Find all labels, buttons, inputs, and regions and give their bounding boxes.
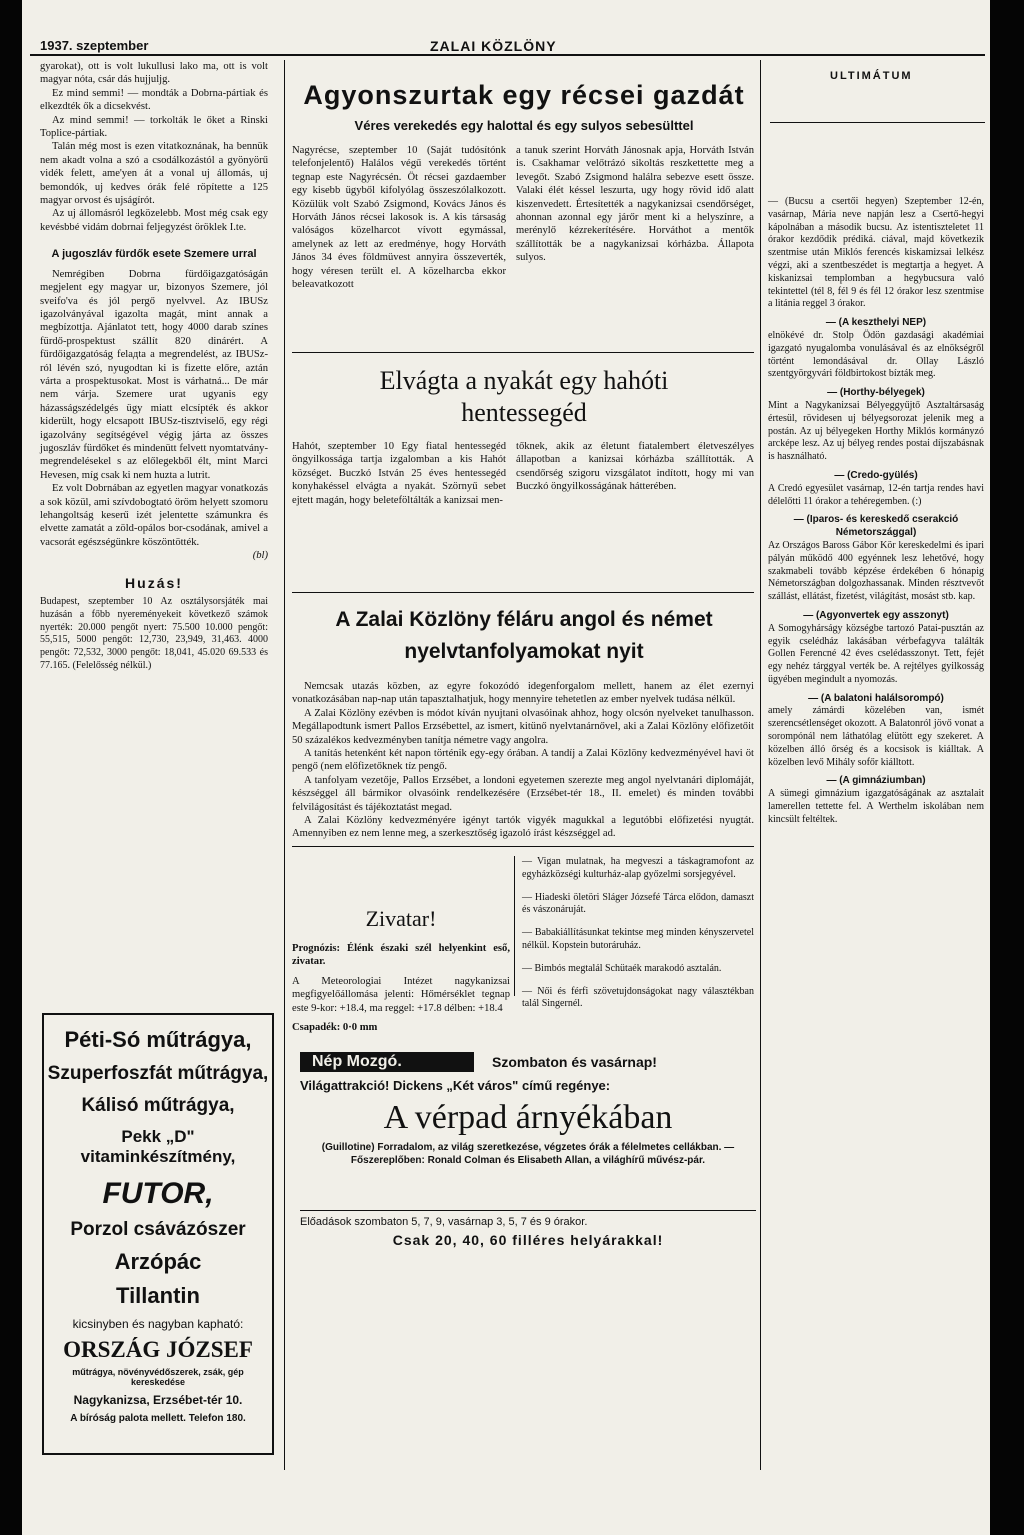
story3-p3: A tanítás hetenként két napon történik egy-egy órában. A tandíj a Zalai Közlöny kedvezményével havi öt pengő (nem előfizetőknek tíz pengő. — [292, 748, 754, 773]
story3-headline-1: A Zalai Közlöny féláru angol és német — [335, 608, 713, 631]
main-story-text2: a tanuk szerint Horváth Jánosnak apja, Horváth István is. Csakhamar velőtrázó sikoltás reszkettette meg a levegőt. Szabó Zsigmond halálra sebezve esett össze. Valaki élét késsel leszurta, ugy hogy rövid idő alatt kiszenvedett. Értesítették a nagykanizsai csendőrséget, ahonnan azonnal egy járőr ment ki a helyszínre, a merénylő kézrekerítésére. Horváthot a mentők szállították be a nagykanizsai kórházba. Állapota sulyos. — [516, 145, 754, 264]
cinema-name: Nép Mozgó. — [300, 1052, 474, 1072]
weather-rule — [514, 856, 515, 996]
right-s4-title: — (Credo-gyülés) — [834, 469, 918, 481]
right-s8-title: — (A gimnáziumban) — [826, 775, 926, 787]
ad-line-13: A bíróság palota mellett. Telefon 180. — [70, 1413, 246, 1424]
right-column — [768, 196, 984, 827]
ad-line-8: Tillantin — [116, 1283, 200, 1308]
section-title-fürdők: A jugoszláv fürdők esete Szemere urral — [51, 248, 257, 261]
fürdők-p2: Ez volt Dobrnában az egyetlen magyar vonatkozás a sok közül, ami szívdobogtató öröm helyett szomoru lehangoltság keserű izét jelentette számunkra és elvette zamatát a zöld-opálos bor-csodának, amivel a vacsorát egészségünkre köszöntötték. — [40, 483, 268, 548]
ad-line-5: FUTOR, — [102, 1177, 214, 1210]
right-s7: amely zámárdi közelében van, ismét szerencsétlenséget okozott. A Balatonról jövő vonat a sorompónál nem láthatólag elütött egy szekeret. A közelben álló őrség és a kocsisok is kiálltak. A közelben levő Mihály sofőr kiálltott. — [768, 705, 984, 768]
right-s4: A Credó egyesület vasárnap, 12-én tartja rendes havi délelőtti 11 órakor a tehéregemben. (:) — [768, 482, 984, 507]
story2-col2 — [516, 440, 754, 494]
left-column — [40, 60, 268, 673]
story3-p1: Nemcsak utazás közben, az egyre fokozódó idegenforgalom mellett, hanem az élet ezernyi vonatkozásában nap-nap után tapasztalhatjuk, hogy mennyire tehetetlen az ember nyelvek tudása nélkül. — [292, 681, 754, 706]
right-s3-title: — (Horthy-bélyegek) — [827, 387, 925, 399]
ad-line-11: műtrágya, növényvédőszerek, zsák, gép kereskedése — [72, 1367, 244, 1387]
fürdők-signature: (bl) — [252, 550, 268, 562]
cinema-days: Szombaton és vasárnap! — [492, 1054, 657, 1070]
story2-text2: tőknek, akik az életunt fiatalembert életveszélyes állapotban a kanizsai kórházba szállították. A csendőrség szigoru vizsgálatot indított, hogy mi van Buczkó öngyilkosságának hátterében. — [516, 441, 754, 493]
cinema-rule — [300, 1210, 756, 1211]
ad-line-12: Nagykanizsa, Erzsébet-tér 10. — [73, 1393, 243, 1407]
cinema-prices: Csak 20, 40, 60 filléres helyárakkal! — [392, 1232, 664, 1248]
right-s7-title: — (A balatoni halálsorompó) — [808, 692, 944, 704]
short-ads — [522, 856, 754, 1011]
huzas-text: Budapest, szeptember 10 Az osztálysorsjáték mai huzásán a főbb nyereményekeit következő számok nyerték: 20.000 pengőt nyert: 75.500 10.000 pengőt: 55,515, 5000 pengőt: 12,730, 23,949, 31,463. 4000 pengőt: 72,532, 3000 pengőt: 18,041, 45.020 69.533 és 77.165. (Felelősség nélkül.) — [40, 596, 268, 672]
right-s5: Az Országos Baross Gábor Kör kereskedelmi és ipari pályán működő 400 egyénnek lesz lehetővé, hogy szakmabeli tovább képzése érdekében 6 hónapig Németországban dolgozhassanak. Minden résztvevőt szállást, ellátást, fizetést, világítást, mosást stb. kap. — [768, 539, 984, 603]
page-date: 1937. szeptember — [40, 38, 149, 53]
weather-measurements: A Meteorologiai Intézet nagykanizsai megfigyelőállomása jelenti: Hőmérséklet tegnap este 9-kor: +18.4, ma reggel: +17.8 délben: +18.4 — [292, 975, 510, 1014]
left-p2: Ez mind semmi! — mondták a Dobrna-pártiak és elkezdték ők a dicsekvést. — [40, 87, 268, 113]
short-ad-2: — Hiadeski öletöri Sláger Józsefé Tárca elődon, damaszt és vászonáruját. — [522, 891, 754, 916]
story3-p2: A Zalai Közlöny ezévben is módot kíván nyujtani olvasóinak ahhoz, hogy olcsón nyelveket tanulhasson. Megállapodtunk ismert Pallos Erzsébettel, az ismert, kitünő nyelvtanárnővel, aki a Zalai Közlöny előfizetőit 50 százalékos kedvezményben tanítja németre vagy angolra. — [292, 707, 754, 746]
ad-line-10: ORSZÁG JÓZSEF — [63, 1337, 253, 1362]
story2-text1: Hahót, szeptember 10 Egy fiatal hentessegéd öngyilkossága tartja izgalomban a kis Hahót községet. Buczkó István 25 éves hentessegéd konyhakéssel elvágta a nyakát. Szörnyű sebet ejtett magán, hogy beleteföltálták a kanizsai men- — [292, 441, 506, 506]
paper-name: ZALAI KÖZLÖNY — [430, 38, 557, 54]
right-col-top-title: ULTIMÁTUM — [830, 70, 913, 82]
cinema-shows: Előadások szombaton 5, 7, 9, vasárnap 3, 5, 7 és 9 órakor. — [300, 1216, 588, 1228]
right-bucsu: — (Bucsu a csertői hegyen) Szeptember 12-én, vasárnap, Mária neve napján lesz a Csertő-hegyi kápolnában a második bucsu. Az istentiszteletet 11 órakor kezdődik prédiká. ciával, majd következik szentmise után Miklós ferencés kiskamizsai lelkész végzi, aki a szentbeszédet is megtartja a hegyet. A kiskanizsai templomban a hegybucsura való tekintettel (tél 8, fél 9 és fél 12 órakor lesz szentmise a litánia reggel 3 órakor. — [768, 196, 984, 310]
right-s3: Mint a Nagykanizsai Bélyeggyűjtő Asztaltársaság értesül, rövidesen uj bélyegsorozat jelenik meg a postán. Az uj bélyegeken Horthy Miklós kormányzó arcképe lesz. Az uj bélyeg rendes postai díjszabásnak is használható. — [768, 399, 984, 463]
story3-body — [292, 680, 754, 841]
right-s6-title: — (Agyonvertek egy asszonyt) — [803, 609, 949, 621]
scan-right-edge — [990, 0, 1024, 1535]
story3-p4: A tanfolyam vezetője, Pallos Erzsébet, a londoni egyetemen szerezte meg angol nyelvtanári diplomáját, készséggel áll bármikor olvasóink rendelkezésére (Erzsébet-tér 18., II. emelet) és minden további felvilágosítást és tájékoztatást megad. — [292, 774, 754, 813]
short-ad-1: — Vigan mulatnak, ha megveszi a táskagramofont az egyházközségi kulturház-alap győzelmi sorsjegyével. — [522, 856, 754, 880]
short-ad-4: — Bimbós megtalál Schütaék marakodó asztalán. — [522, 962, 722, 974]
story3-p5: A Zalai Közlöny kedvezményére igényt tartók vigyék magukkal a legutóbbi előfizetési nyugtát. Amennyiben ez nem lenne meg, a szerkesztőség igazoló írást készséggel ad. — [292, 815, 754, 840]
story2-col1 — [292, 440, 506, 507]
left-p4: Talán még most is ezen vitatkoznának, ha bennük nem akadt volna a szó a csodálkozástól a gyönyörű vidék felett, ame'yen át a vonal uj állomás, uj bemondók, uj kedves órák felé röpítette a 125 magyar orvost és ujságírót. — [40, 141, 268, 207]
story3-headline-2: nyelvtanfolyamokat nyit — [404, 640, 644, 663]
weather-box — [292, 856, 510, 1034]
weather-rain: Csapadék: 0·0 mm — [292, 1022, 378, 1034]
right-s5-title: — (Iparos- és kereskedő cserakció Németországgal) — [793, 514, 959, 539]
right-s2-title: — (A keszthelyi NEP) — [825, 317, 927, 329]
story2-headline-2: hentessegéd — [461, 398, 587, 427]
weather-forecast: Prognózis: Élénk északi szél helyenkint eső, zivatar. — [292, 943, 510, 968]
ad-line-2: Szuperfoszfát műtrágya, — [47, 1063, 269, 1084]
ad-line-9: kicsinyben és nagyban kapható: — [72, 1317, 244, 1331]
rule-story2 — [292, 592, 754, 593]
ad-line-1: Péti-Só műtrágya, — [64, 1027, 252, 1052]
column-rule-1 — [284, 60, 285, 1470]
short-ad-5: — Női és férfi szövetujdonságokat nagy választékban talál Singernél. — [522, 985, 754, 1010]
ad-line-7: Arzópác — [114, 1249, 202, 1274]
masthead-rule — [30, 54, 985, 56]
left-p3: Az mind semmi! — torkolták le őket a Rinski Toplice-pártiak. — [40, 114, 268, 140]
story2-headline-1: Elvágta a nyakát egy hahóti — [379, 366, 669, 395]
cinema-desc: (Guillotine) Forradalom, az világ szeretkezése, végzetes órák a félelmetes cellákban. — Főszereplőben: Ronald Colman és Elisabeth Allan, a világhírű művész-pár. — [321, 1142, 735, 1166]
cinema-header — [300, 1052, 756, 1072]
main-subhead: Véres verekedés egy halottal és egy sulyos sebesülttel — [354, 118, 694, 133]
ad-line-3: Kálisó műtrágya, — [81, 1095, 235, 1116]
cinema-title: A vérpad árnyékában — [383, 1099, 673, 1136]
scan-left-edge — [0, 0, 22, 1535]
main-headline: Agyonszurtak egy récsei gazdát — [303, 80, 745, 110]
ad-line-4: Pekk „D" vitaminkészítmény, — [80, 1127, 236, 1166]
cinema-tagline: Világattrakció! Dickens „Két város" című regénye: — [300, 1078, 611, 1093]
right-s8: A sümegi gimnázium igazgatóságának az asztalait lamerellen tettette fel. A Werthelm iskolában nem kincsült feltéltek. — [768, 788, 984, 825]
left-p5: Az uj állomásról legközelebb. Most még csak egy kevésbbé vidám dobrnai feljegyzést öröklek I.te. — [40, 208, 268, 233]
left-p1: gyarokat), ott is volt lukullusi lako ma, ott is volt magyar nóta, csár dás hujjuljg. — [40, 61, 268, 86]
weather-title: Zivatar! — [365, 906, 437, 931]
main-story-text1: Nagyrécse, szeptember 10 (Saját tudósítónk telefonjelentő) Halálos végű verekedés történt tegnap este Nagyrécsén. Öt récsei gazdaember egy kisebb ügyből kifolyólag összeszólalkozott. Közülük volt Szabó Zsigmond, Kovács János és Horváth János récsei lakosok is. A kis társaság valóságos közelharcot vívott egymással, amelynek az lett az eredménye, hogy Horváth János 34 éves földmüvest annyira összeverték, hogy véresen terült el. A közelharcba ekkor beleavatkozott — [292, 145, 506, 291]
short-ad-3: — Babakiállításunkat tekintse meg minden kényszervetel nélkül. Kopstein butoráruház. — [522, 927, 754, 951]
weather-text-block — [292, 942, 510, 1034]
fürdők-p1: Nemrégiben Dobrna fürdőigazgatóságán megjelent egy magyar ur, bizonyos Szemere, jól sveifo'va és jól pergő nyelvvel. Az IBUSz igazolványával igazolta magát, mint annak a megbízottja. Ajánlatot tett, hogy 4000 darab színes fürdő-prospektust szállít 820 dinárért. A fürdőigazgatóság felадta a megrendelést, az IBUSz-ról lévén szó, nyugodtan ki is fizette előre, aztán várta a prospektusokat. Most is várhatná... De már nem várja. Szemere urat ugyanis egy házasságszédelgés ügy miatt elcsípték és akkor kiderült, hogy elcsapott IBUSz-tisztviselő, egy régi igazolvány segítségével végig járta az összes jugoszláv fürdőket és mindenütt felvett nyomtatvány-megrendelésekel s az előlegekből élt, mint Marci Hevesen, míg csak ki nem huzta a lutrit. — [40, 268, 268, 481]
ad-line-6: Porzol csávázószer — [70, 1219, 246, 1240]
fertilizer-advertisement — [42, 1013, 274, 1455]
huzas-title: Huzás! — [125, 574, 183, 591]
main-story-col2 — [516, 144, 754, 265]
right-s6: A Somogyhárságy községbe tartozó Patai-pusztán az egyik cselédház lakásában vérbefagyva találták Gollen Ferencné 42 éves cselédasszonyt. Tett, fejét egy nehéz tárggyal verték be. A rejtélyes gyilkosság ügyében megindult a nyomozás. — [768, 622, 984, 685]
right-s2: elnökévé dr. Stolp Ödön gazdasági akadémiai igazgató nyugalomba vonulásával és az elnökségről történt lemondásával dr. Ollay László szentgyörgyvári földbirtokost bízták meg. — [768, 329, 984, 380]
right-col-top-rule — [770, 122, 985, 123]
main-story-col1 — [292, 144, 506, 291]
cinema-ad — [300, 1052, 756, 1206]
rule-story3 — [292, 846, 754, 847]
column-rule-2 — [760, 60, 761, 1470]
rule-main — [292, 352, 754, 353]
